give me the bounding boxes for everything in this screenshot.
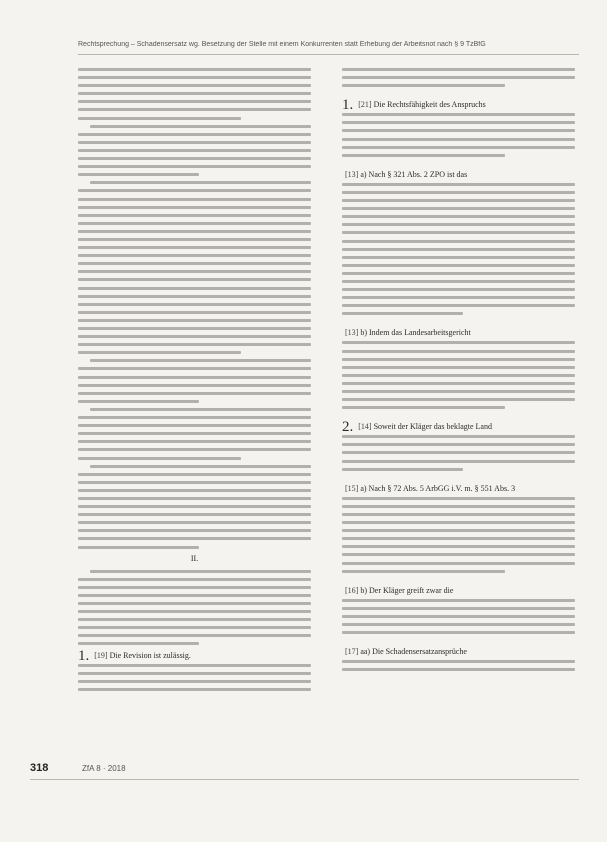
- text-line: [342, 146, 575, 149]
- text-line: [78, 602, 311, 605]
- text-line: [342, 138, 575, 141]
- paragraph-lead: [342, 97, 575, 114]
- text-line: [90, 408, 311, 411]
- text-line: [78, 672, 311, 675]
- text-line: [342, 505, 575, 508]
- text-line: [342, 374, 575, 377]
- paragraph-lead: [342, 586, 575, 596]
- text-line: [78, 497, 311, 500]
- text-line: [78, 270, 311, 273]
- text-line: [78, 367, 311, 370]
- text-line: [342, 607, 575, 610]
- text-line: [342, 312, 463, 315]
- paragraph-lead: [78, 647, 311, 664]
- text-line: [342, 615, 575, 618]
- text-line: [342, 68, 575, 71]
- text-line: [78, 303, 311, 306]
- text-line: [78, 173, 199, 176]
- text-line: [78, 262, 311, 265]
- left-column: [78, 68, 311, 696]
- paragraph-lead: [342, 647, 575, 657]
- paragraph-start: a) Nach § 72 Abs. 5 ArbGG i.V. m. § 551 Abs. 3: [360, 483, 516, 493]
- text-line: [78, 473, 311, 476]
- text-line: [78, 133, 311, 136]
- text-line: [78, 448, 311, 451]
- text-line: [78, 424, 311, 427]
- text-line: [342, 199, 575, 202]
- text-line: [342, 631, 575, 634]
- text-line: [78, 586, 311, 589]
- text-line: [342, 288, 575, 291]
- text-line: [78, 376, 311, 379]
- text-line: [342, 240, 575, 243]
- paragraph-number: 2.: [342, 419, 354, 436]
- text-line: [90, 465, 311, 468]
- text-line: [90, 181, 311, 184]
- text-line: [342, 406, 505, 409]
- text-line: [342, 529, 575, 532]
- paragraph-lead: [342, 419, 575, 436]
- text-line: [342, 84, 505, 87]
- text-line: [78, 165, 311, 168]
- text-line: [342, 599, 575, 602]
- paragraph-start: b) Indem das Landesarbeitsgericht: [360, 328, 471, 338]
- margin-number: [14]: [358, 422, 372, 432]
- text-line: [78, 149, 311, 152]
- text-line: [342, 435, 575, 438]
- text-line: [342, 191, 575, 194]
- margin-number: [19]: [94, 650, 108, 660]
- text-line: [342, 231, 575, 234]
- text-line: [78, 392, 311, 395]
- text-line: [342, 443, 575, 446]
- paragraph-start: Die Revision ist zulässig.: [109, 650, 191, 660]
- text-line: [342, 341, 575, 344]
- margin-number: [16]: [345, 585, 359, 595]
- text-line: [342, 113, 575, 116]
- text-line: [78, 108, 311, 111]
- paragraph-number: 1.: [342, 97, 354, 114]
- text-line: [342, 280, 575, 283]
- text-line: [342, 183, 575, 186]
- text-line: [78, 206, 311, 209]
- paragraph-start: aa) Die Schadensersatzansprüche: [360, 647, 467, 657]
- text-line: [78, 287, 311, 290]
- text-line: [342, 660, 575, 663]
- section-number: II.: [190, 553, 199, 563]
- text-line: [342, 304, 575, 307]
- paragraph-lead: [342, 328, 575, 338]
- text-line: [342, 390, 575, 393]
- text-line: [78, 594, 311, 597]
- margin-number: [21]: [358, 100, 372, 110]
- text-line: [342, 537, 575, 540]
- text-line: [342, 154, 505, 157]
- text-line: [78, 92, 311, 95]
- text-line: [78, 384, 311, 387]
- text-line: [78, 457, 241, 460]
- text-line: [78, 688, 311, 691]
- text-line: [78, 254, 311, 257]
- footer-rule: [30, 779, 579, 780]
- text-line: [342, 129, 575, 132]
- text-line: [342, 76, 575, 79]
- text-line: [342, 256, 575, 259]
- text-line: [78, 489, 311, 492]
- text-line: [78, 618, 311, 621]
- paragraph-lead: [342, 170, 575, 180]
- text-line: [342, 545, 575, 548]
- text-line: [342, 296, 575, 299]
- text-line: [78, 343, 311, 346]
- text-line: [78, 610, 311, 613]
- text-line: [78, 634, 311, 637]
- text-line: [342, 207, 575, 210]
- text-line: [342, 521, 575, 524]
- margin-number: [15]: [345, 483, 359, 493]
- text-line: [342, 451, 575, 454]
- text-line: [78, 189, 311, 192]
- paragraph-start: b) Der Kläger greift zwar die: [360, 585, 454, 595]
- text-line: [78, 214, 311, 217]
- text-line: [342, 264, 575, 267]
- text-line: [342, 366, 575, 369]
- text-line: [78, 198, 311, 201]
- text-line: [78, 76, 311, 79]
- text-line: [342, 350, 575, 353]
- text-line: [342, 215, 575, 218]
- text-line: [78, 222, 311, 225]
- text-line: [78, 246, 311, 249]
- paragraph-number: 1.: [78, 647, 90, 664]
- text-line: [90, 359, 311, 362]
- text-line: [78, 529, 311, 532]
- text-line: [78, 481, 311, 484]
- text-line: [78, 680, 311, 683]
- text-line: [78, 157, 311, 160]
- text-line: [342, 497, 575, 500]
- margin-number: [17]: [345, 647, 359, 657]
- text-line: [342, 460, 575, 463]
- text-line: [342, 382, 575, 385]
- text-line: [78, 117, 241, 120]
- margin-number: [13]: [345, 169, 359, 179]
- right-column: [342, 68, 575, 676]
- margin-number: [13]: [345, 328, 359, 338]
- text-line: [78, 335, 311, 338]
- text-line: [78, 642, 199, 645]
- text-line: [90, 125, 311, 128]
- header-rule: [78, 54, 579, 55]
- text-line: [342, 358, 575, 361]
- paragraph-start: Soweit der Kläger das beklagte Land: [373, 422, 492, 432]
- paragraph-start: a) Nach § 321 Abs. 2 ZPO ist das: [360, 169, 468, 179]
- text-line: [78, 278, 311, 281]
- text-line: [342, 570, 505, 573]
- text-line: [78, 400, 199, 403]
- text-line: [78, 311, 311, 314]
- text-line: [78, 432, 311, 435]
- text-line: [78, 505, 311, 508]
- text-line: [342, 623, 575, 626]
- text-line: [342, 513, 575, 516]
- text-line: [78, 351, 241, 354]
- running-head: Rechtsprechung – Schadensersatz wg. Besetzung der Stelle mit einem Konkurrenten statt Erhebung der Arbeitsnot nach § 9 TzBfG: [78, 41, 486, 48]
- text-line: [78, 664, 311, 667]
- text-line: [342, 248, 575, 251]
- text-line: [78, 100, 311, 103]
- text-line: [342, 272, 575, 275]
- text-line: [342, 223, 575, 226]
- text-line: [78, 440, 311, 443]
- text-line: [342, 398, 575, 401]
- text-line: [342, 553, 575, 556]
- text-line: [78, 513, 311, 516]
- text-line: [78, 327, 311, 330]
- text-line: [78, 537, 311, 540]
- paragraph-start: Die Rechtsfähigkeit des Anspruchs: [373, 100, 486, 110]
- text-line: [78, 295, 311, 298]
- text-line: [78, 84, 311, 87]
- text-line: [342, 121, 575, 124]
- text-line: [342, 668, 575, 671]
- text-line: [78, 319, 311, 322]
- text-line: [78, 521, 311, 524]
- text-line: [78, 68, 311, 71]
- page-number: 318: [30, 762, 49, 774]
- text-line: [78, 546, 199, 549]
- text-line: [78, 238, 311, 241]
- text-line: [78, 578, 311, 581]
- text-line: [90, 570, 311, 573]
- issue-reference: ZfA 8 · 2018: [82, 764, 126, 773]
- paragraph-lead: [342, 484, 575, 494]
- text-line: [78, 230, 311, 233]
- text-line: [78, 626, 311, 629]
- text-line: [78, 416, 311, 419]
- text-line: [78, 141, 311, 144]
- text-line: [342, 468, 463, 471]
- text-line: [342, 562, 575, 565]
